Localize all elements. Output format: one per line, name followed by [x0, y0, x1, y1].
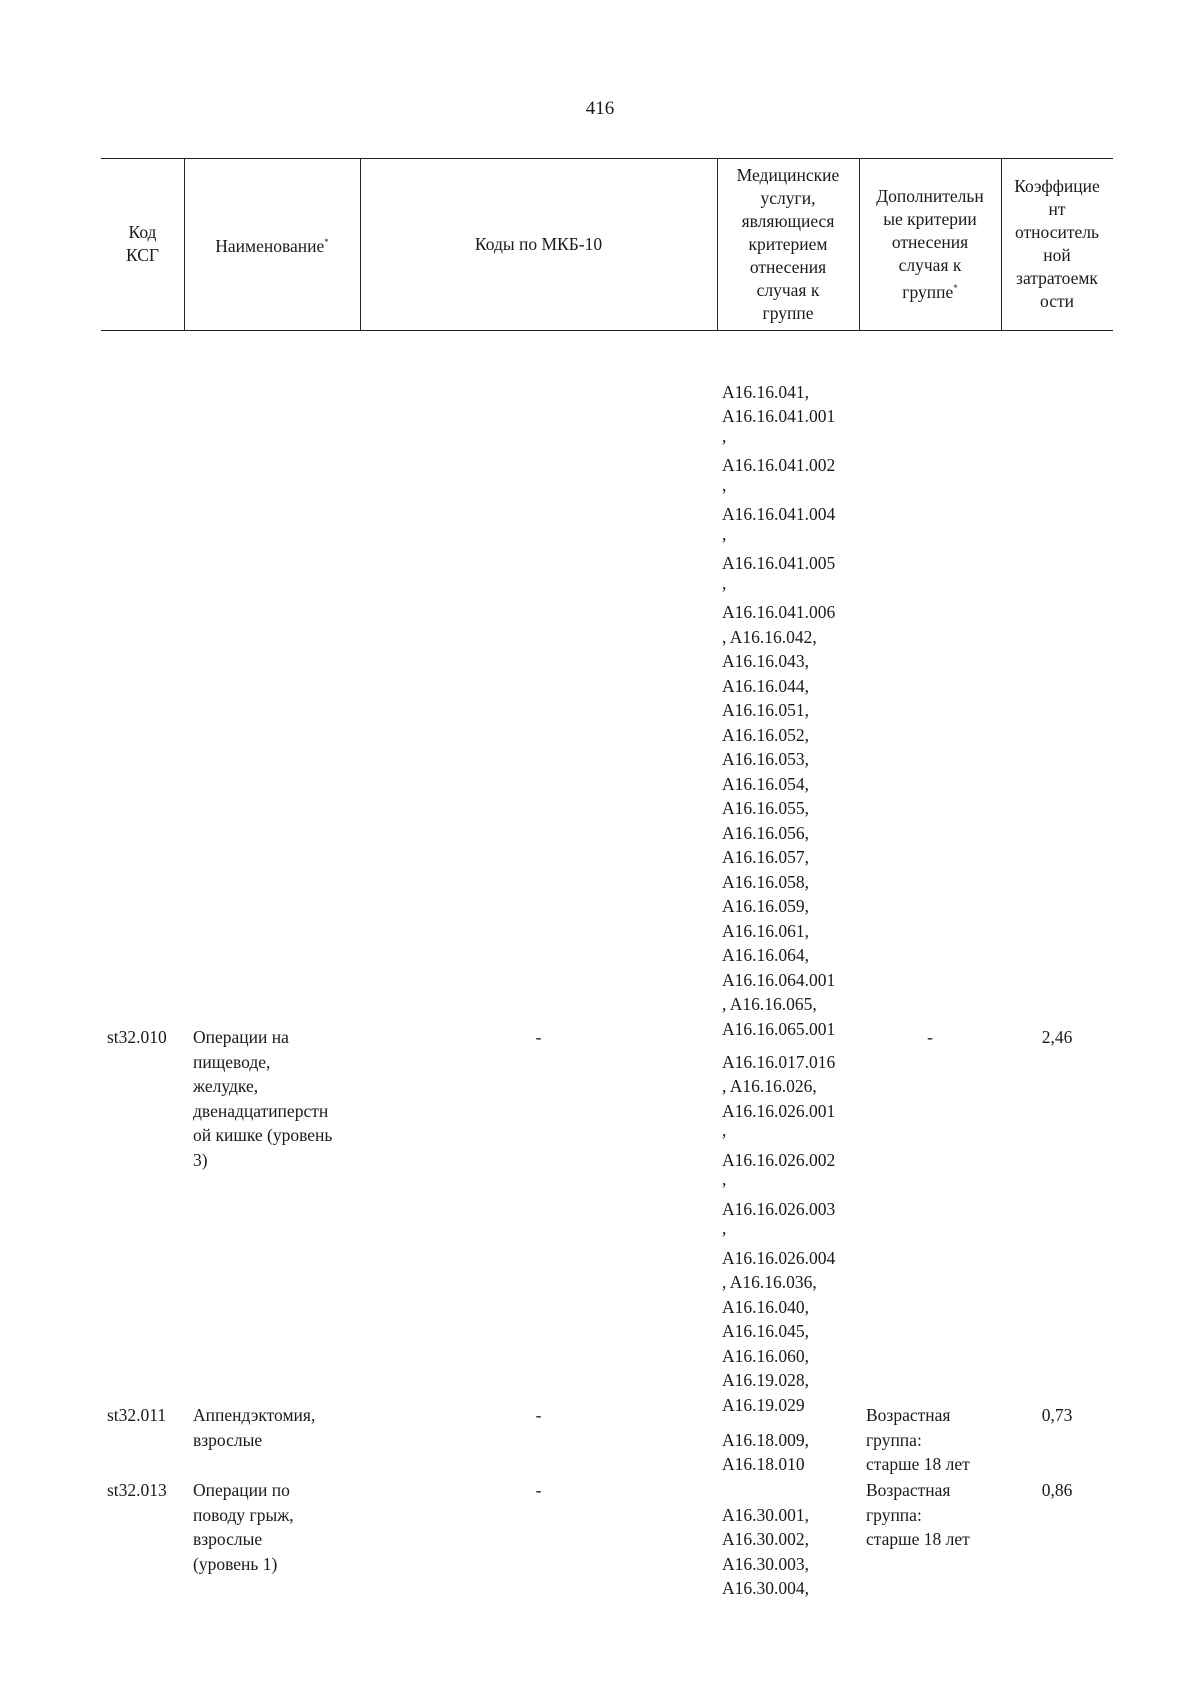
service-code: A16.16.026.004 [722, 1247, 836, 1268]
service-code: , A16.16.065, [722, 994, 817, 1014]
services-list [722, 1478, 862, 1625]
service-code: A16.16.026.002 [722, 1149, 836, 1170]
service-code-separator: , [722, 1169, 727, 1189]
service-code: A16.16.052, [722, 724, 810, 745]
row-coefficient: 0,86 [1041, 1480, 1073, 1500]
service-code: A16.16.045, [722, 1321, 810, 1341]
service-code: A16.16.059, [722, 896, 810, 916]
service-code: A16.16.064.001 [722, 969, 836, 990]
service-code-separator: , [722, 1218, 727, 1238]
services-list [722, 355, 862, 1066]
row-coefficient: 0,73 [1041, 1405, 1073, 1425]
service-code: A16.16.056, [722, 822, 810, 843]
service-code: A16.18.009, [722, 1429, 810, 1450]
row-name: Операции на пищеводе, желудке, двенадцатиперстн ой кишке (уровень 3) [193, 1027, 333, 1170]
row-extra-criteria: Возрастная группа: старше 18 лет [866, 1405, 970, 1474]
service-code: A16.16.041.005 [722, 553, 836, 573]
service-code: A16.30.004, [722, 1578, 810, 1598]
row-name: Аппендэктомия, взрослые [193, 1405, 316, 1450]
service-code-separator: , [722, 572, 727, 593]
service-code-separator: , [722, 425, 727, 446]
footnote-mark: * [324, 236, 329, 247]
table-header-bottom-rule [101, 330, 1113, 331]
row-services [722, 1503, 862, 1601]
row-services [722, 1428, 862, 1477]
service-code: A16.16.041.002 [722, 455, 836, 475]
header-icd: Коды по МКБ-10 [474, 233, 603, 254]
row-code: st32.013 [107, 1480, 167, 1500]
header-name: Наименование* [215, 235, 329, 256]
service-code: A16.16.040, [722, 1296, 810, 1317]
row-coefficient: 2,46 [1041, 1027, 1073, 1047]
service-code: , A16.16.042, [722, 626, 817, 647]
header-extra-criteria: Дополнительн ые критерии отнесения случая к группе* [876, 185, 984, 302]
service-code: A16.16.054, [722, 773, 810, 794]
row-icd: - [535, 1027, 542, 1047]
service-code: A16.19.029 [722, 1394, 805, 1415]
row-name: Операции по поводу грыж, взрослые (уровень 1) [193, 1480, 294, 1574]
row-code: st32.010 [107, 1027, 167, 1047]
services-list [722, 1025, 862, 1442]
service-code-separator: , [722, 474, 727, 495]
row-icd: - [535, 1480, 542, 1500]
service-code: A16.16.017.016 [722, 1051, 836, 1072]
service-code: A16.16.041, [722, 381, 810, 402]
row-extra-criteria: - [927, 1027, 933, 1047]
continuation-services [722, 380, 862, 1042]
service-code: , A16.16.026, [722, 1076, 817, 1096]
header-coefficient: Коэффицие нт относитель ной затратоемк ости [1014, 176, 1100, 311]
service-code-separator: , [722, 1120, 727, 1140]
service-code: A16.16.044, [722, 675, 810, 696]
service-code: A16.16.053, [722, 749, 810, 769]
service-code: A16.16.026.003 [722, 1198, 836, 1219]
header-services: Медицинские услуги, являющиеся критерием отнесения случая к группе [736, 164, 840, 323]
service-code: , A16.16.036, [722, 1272, 817, 1292]
service-code: A16.16.055, [722, 798, 810, 818]
page-number: 416 [585, 98, 615, 119]
row-code: st32.011 [107, 1405, 167, 1425]
service-code: A16.30.002, [722, 1529, 810, 1549]
service-code: A16.16.041.004 [722, 504, 836, 524]
service-code: A16.16.043, [722, 651, 810, 671]
service-code: A16.30.003, [722, 1553, 810, 1574]
row-services [722, 1050, 862, 1418]
service-code: A16.16.041.001 [722, 406, 836, 426]
service-code: A16.16.058, [722, 871, 810, 892]
header-code: Код КСГ [125, 222, 160, 265]
service-code: A16.18.010 [722, 1454, 805, 1474]
service-code: A16.30.001, [722, 1504, 810, 1525]
row-icd: - [535, 1405, 542, 1425]
service-code: A16.16.064, [722, 945, 810, 965]
service-code: A16.16.060, [722, 1345, 810, 1366]
row-extra-criteria: Возрастная группа: старше 18 лет [866, 1480, 970, 1549]
footnote-mark: * [953, 282, 958, 293]
service-code: A16.16.061, [722, 920, 810, 941]
service-code: A16.16.065.001 [722, 1018, 836, 1039]
service-code: A16.16.041.006 [722, 602, 836, 622]
service-code-separator: , [722, 523, 727, 544]
service-code: A16.16.026.001 [722, 1100, 836, 1121]
service-code: A16.19.028, [722, 1370, 810, 1390]
service-code: A16.16.057, [722, 847, 810, 867]
service-code: A16.16.051, [722, 700, 810, 720]
